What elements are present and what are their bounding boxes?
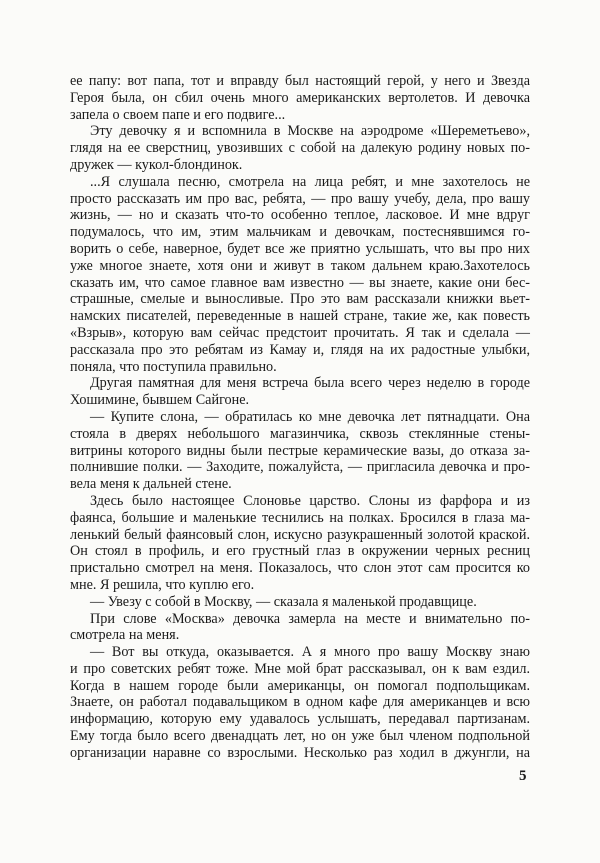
text-line: — Вот вы откуда, оказывается. А я много про вашу Москву знаю [90, 644, 530, 661]
text-line: подумалось, что им, этим мальчикам и девочкам, постеснявшимся го- [70, 224, 530, 241]
text-line: ...Я слушала песню, смотрела на лица ребят, и мне захотелось не [90, 173, 530, 190]
text-line: страшные, смелые и выносливые. Про это вам рассказали книжки вьет- [70, 291, 530, 308]
text-line: и про советских ребят тоже. Мне мой брат рассказывал, он к вам ездил. [70, 660, 530, 677]
text-line: Героя была, он сбил очень много американских вертолетов. И девочка [70, 89, 530, 106]
text-line: Здесь было настоящее Слоновье царство. Слоны из фарфора и из [90, 492, 530, 509]
text-line: пристально смотрел на меня. Показалось, что слон этот сам просится ко [70, 560, 530, 577]
text-line: Ему тогда было всего двенадцать лет, но он уже был членом подпольной [70, 728, 530, 745]
text-line: Другая памятная для меня встреча была всего через неделю в городе [90, 375, 530, 392]
text-line: ее папу: вот папа, тот и вправду был настоящий герой, у него и Звезда [70, 73, 530, 89]
text-line: вела меня к дальней стене. [70, 476, 232, 493]
text-line: просто рассказать им про вас, ребята, — про вашу учебу, дела, про вашу [70, 190, 530, 207]
text-line: — Купите слона, — обратилась ко мне девочка лет пятнадцати. Она [90, 408, 530, 425]
page-number: 5 [519, 768, 527, 784]
text-line: смотрела на меня. [70, 627, 180, 644]
text-line: мне. Я решила, что куплю его. [70, 576, 255, 593]
text-line: фаянса, большие и маленькие теснились на полках. Бросился в глаза ма- [70, 509, 530, 526]
text-line: жизнь, — но и сказать что-то особенно теплое, ласковое. И мне вдруг [70, 207, 530, 224]
text-line: рассказала про это ребятам из Камау и, глядя на их радостные улыбки, [70, 341, 530, 358]
book-page-text [70, 73, 530, 762]
text-line: запела о своем папе и его подвиге... [70, 106, 286, 123]
text-line: «Взрыв», которую вам сейчас предстоит прочитать. Я так и сделала — [70, 324, 530, 341]
text-line: глядя на ее сверстниц, увозивших с собой на далекую родину новых по- [70, 140, 530, 157]
text-line: Эту девочку я и вспомнила в Москве на аэродроме «Шереметьево», [90, 123, 530, 140]
text-line: организации наравне со взрослыми. Несколько раз ходил в джунгли, на [70, 744, 530, 761]
text-line: дружек — кукол-блондинок. [70, 156, 243, 173]
text-line: ленький белый фаянсовый слон, искусно разукрашенный золотой краской. [70, 526, 530, 543]
text-line: стояла в дверях небольшого магазинчика, сквозь стеклянные стены- [70, 425, 530, 442]
text-line: уже многое знаете, хотя они и живут в таком дальнем краю.Захотелось [70, 257, 530, 274]
text-line: Хошимине, бывшем Сайгоне. [70, 392, 250, 409]
text-line: витрины которого видны были пестрые керамические вазы, до отказа за- [70, 442, 530, 459]
text-line: ворить о себе, наверное, будет все же приятно услышать, что вы про них [70, 240, 530, 257]
text-line: Знаете, он работал подавальщиком в одном кафе для американцев и всю [70, 694, 530, 711]
text-line: поняла, что поступила правильно. [70, 358, 277, 375]
text-line: намских писателей, переведенные в нашей стране, такие же, как повесть [70, 308, 530, 325]
text-line: полнившие полки. — Заходите, пожалуйста, — пригласила девочка и про- [70, 459, 530, 476]
text-line: При слове «Москва» девочка замерла на месте и внимательно по- [90, 610, 530, 627]
text-line: Он стоял в профиль, и его грустный глаз в окружении черных ресниц [70, 543, 530, 560]
text-line: Когда в нашем городе были американцы, он помогал подпольщикам. [70, 677, 530, 694]
text-line: — Увезу с собой в Москву, — сказала я маленькой продавщице. [90, 593, 477, 610]
text-line: сказать им, что самое главное вам известно — вы знаете, какие они бес- [70, 274, 530, 291]
text-line: информацию, которую ему удавалось услышать, передавал партизанам. [70, 711, 530, 728]
